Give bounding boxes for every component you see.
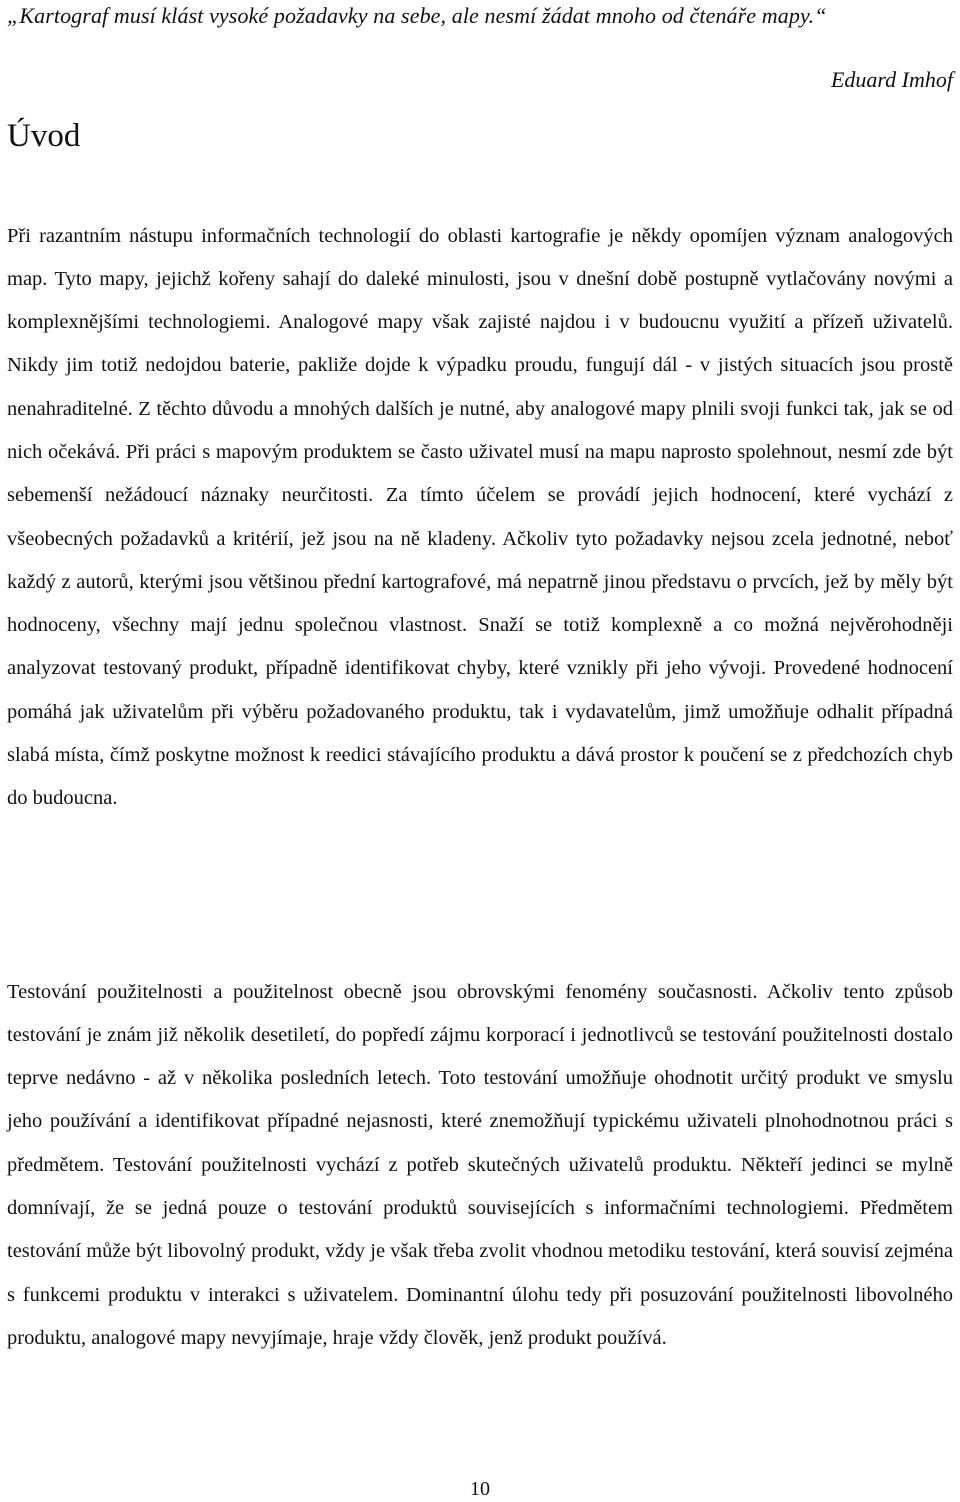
page-number: 10	[470, 1478, 490, 1500]
paragraph-usability: Testování použitelnosti a použitelnost obecně jsou obrovskými fenomény současnosti. Ačkoliv tento způsob testování je znám již několik desetiletí, do popředí zájmu korporací i jednotlivců se testování použitelnosti dostalo teprve nedávno - až v několika posledních letech. Toto testování umožňuje ohodnotit určitý produkt ve smyslu jeho používání a identifikovat případné nejasnosti, které znemožňují typickému uživateli plnohodnotnou práci s předmětem. Testování použitelnosti vychází z potřeb skutečných uživatelů produktu. Někteří jedinci se mylně domnívají, že se jedná pouze o testování produktů souvisejících s informačními technologiemi. Předmětem testování může být libovolný produkt, vždy je však třeba zvolit vhodnou metodiku testování, která souvisí zejména s funkcemi produktu v interakci s uživatelem. Dominantní úlohu tedy při posuzování použitelnosti libovolného produktu, analogové mapy nevyjímaje, hraje vždy člověk, jenž produkt používá.	[7, 980, 953, 1349]
motto-quote: „Kartograf musí klást vysoké požadavky na sebe, ale nesmí žádat mnoho od čtenáře mapy.“	[7, 3, 827, 28]
section-heading: Úvod	[7, 118, 81, 154]
document-page	[7, 0, 953, 1502]
paragraph-intro: Při razantním nástupu informačních technologií do oblasti kartografie je někdy opomíjen význam analogových map. Tyto mapy, jejichž kořeny sahají do daleké minulosti, jsou v dnešní době postupně vytlačovány novými a komplexnějšími technologiemi. Analogové mapy však zajisté najdou i v budoucnu využití a přízeň uživatelů. Nikdy jim totiž nedojdou baterie, pakliže dojde k výpadku proudu, fungují dál - v jistých situacích jsou prostě nenahraditelné. Z těchto důvodu a mnohých dalších je nutné, aby analogové mapy plnili svoji funkci tak, jak se od nich očekává. Při práci s mapovým produktem se často uživatel musí na mapu naprosto spolehnout, nesmí zde být sebemenší nežádoucí náznaky neurčitosti. Za tímto účelem se provádí jejich hodnocení, které vychází z všeobecných požadavků a kritérií, jež jsou na ně kladeny. Ačkoliv tyto požadavky nejsou zcela jednotné, neboť každý z autorů, kterými jsou většinou přední kartografové, má nepatrně jinou představu o prvcích, jež by měly být hodnoceny, všechny mají jednu společnou vlastnost. Snaží se totiž komplexně a co možná nejvěrohodněji analyzovat testovaný produkt, případně identifikovat chyby, které vznikly při jeho vývoji. Provedené hodnocení pomáhá jak uživatelům při výběru požadovaného produktu, tak i vydavatelům, jimž umožňuje odhalit případná slabá místa, čímž poskytne možnost k reedici stávajícího produktu a dává prostor k poučení se z předchozích chyb do budoucna.	[7, 224, 953, 810]
motto-author: Eduard Imhof	[830, 67, 953, 92]
